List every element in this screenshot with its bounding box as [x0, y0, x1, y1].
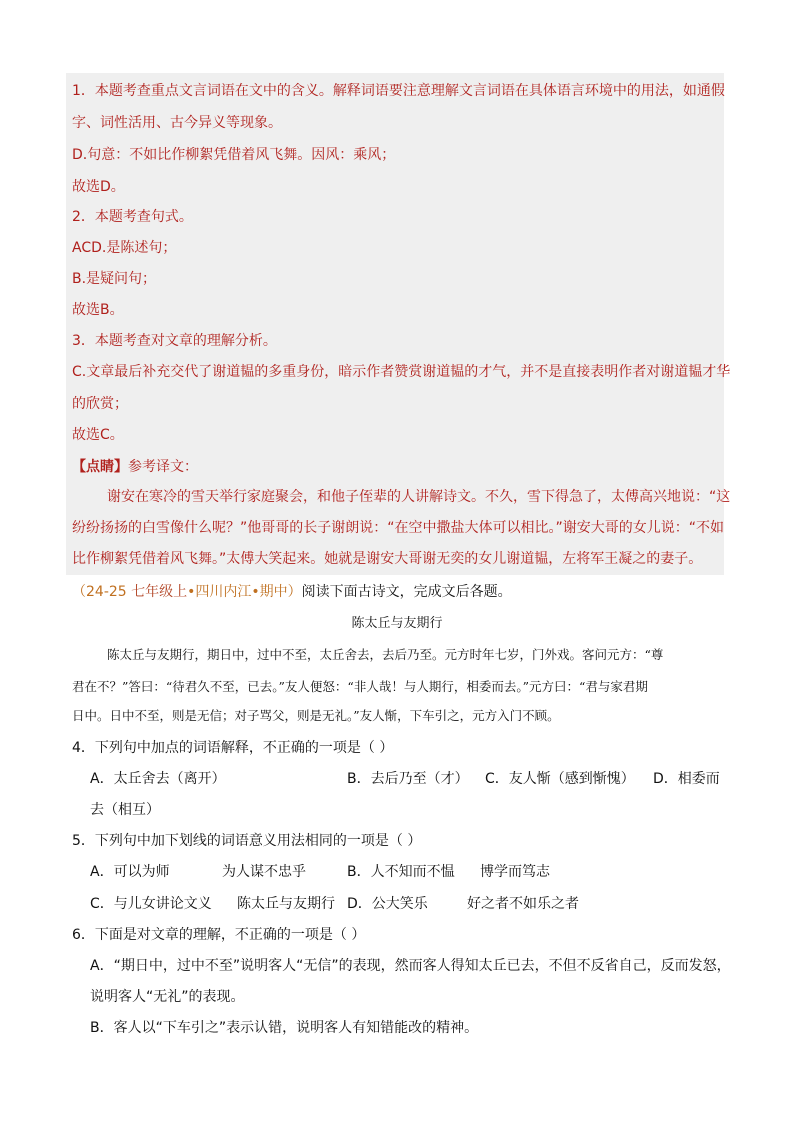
source-tag: （24-25 七年级上•四川内江•期中） — [72, 584, 302, 600]
question-6-option-a-1: A．“期日中，过中不至”说明客人“无信”的表现，然而客人得知太丘已去，不但不反省自己，反而发怒， — [90, 958, 731, 974]
question-4-option-b: B．去后乃至（才） — [347, 771, 469, 787]
section-intro — [72, 582, 512, 602]
question-5-option-c-1: C．与儿女讲论文义 — [90, 896, 212, 912]
answer-2-line-1: 2．本题考查句式。 — [72, 209, 193, 225]
answer-2-line-4: 故选B。 — [72, 302, 124, 318]
poem-line-3: 日中。日中不至，则是无信；对子骂父，则是无礼。”友人惭，下车引之，元方入门不顾。 — [72, 708, 560, 723]
translation-line-2: 纷纷扬扬的白雪像什么呢？”他哥哥的长子谢朗说：“在空中撒盐大体可以相比。”谢安大哥的女儿说：“不如 — [72, 520, 725, 536]
translation-line-3: 比作柳絮凭借着风飞舞。”太傅大笑起来。她就是谢安大哥谢无奕的女儿谢道韫，左将军王凝之的妻子。 — [72, 551, 703, 567]
question-6: 6．下面是对文章的理解，不正确的一项是（ ） — [72, 927, 366, 943]
answer-3-line-1: 3．本题考查对文章的理解分析。 — [72, 333, 277, 349]
question-5-option-a-2: 为人谋不忠乎 — [222, 864, 306, 880]
question-5-option-b-1: B．人不知而不愠 — [347, 864, 455, 880]
answer-2-line-3: B.是疑问句； — [72, 271, 157, 287]
question-5-option-d-2: 好之者不如乐之者 — [467, 896, 579, 912]
question-4-option-d-cont: 去（相互） — [90, 802, 160, 818]
question-5-option-b-2: 博学而笃志 — [480, 864, 550, 880]
question-6-option-a-2: 说明客人“无礼”的表现。 — [90, 989, 245, 1005]
question-5-option-a-1: A．可以为师 — [90, 864, 170, 880]
answer-1-line-3: D.句意：不如比作柳絮凭借着风飞舞。因风：乘风； — [72, 147, 396, 163]
dianjing-text: 参考译文： — [128, 459, 198, 475]
poem-line-1: 陈太丘与友期行，期日中，过中不至，太丘舍去，去后乃至。元方时年七岁，门外戏。客问元方：“尊 — [107, 647, 664, 662]
question-5: 5．下列句中加下划线的词语意义用法相同的一项是（ ） — [72, 833, 422, 849]
question-4: 4．下列句中加点的词语解释，不正确的一项是（ ） — [72, 740, 394, 756]
translation-line-1: 谢安在寒冷的雪天举行家庭聚会，和他子侄辈的人讲解诗文。不久，雪下得急了，太傅高兴地说：“这 — [107, 489, 731, 505]
answer-3-line-3: 的欣赏； — [72, 396, 128, 412]
question-4-option-c: C．友人惭（感到惭愧） — [485, 771, 635, 787]
poem-title: 陈太丘与友期行 — [351, 616, 443, 631]
question-4-option-d: D．相委而 — [653, 771, 720, 787]
dianjing-label: 【点睛】 — [72, 459, 128, 475]
answer-1-line-4: 故选D。 — [72, 179, 125, 195]
answer-3-line-2: C.文章最后补充交代了谢道韫的多重身份，暗示作者赞赏谢道韫的才气，并不是直接表明作者对谢道韫才华 — [72, 364, 731, 380]
question-5-option-d-1: D．公大笑乐 — [347, 896, 428, 912]
section-intro-text: 阅读下面古诗文，完成文后各题。 — [301, 584, 512, 600]
answer-1-line-1: 1．本题考查重点文言词语在文中的含义。解释词语要注意理解文言词语在具体语言环境中的用法，如通假 — [72, 83, 725, 99]
question-6-option-b: B．客人以“下车引之”表示认错，说明客人有知错能改的精神。 — [90, 1020, 479, 1036]
poem-line-2: 君在不？”答曰：“待君久不至，已去。”友人便怒：“非人哉！与人期行，相委而去。”元方曰：“君与家君期 — [72, 679, 648, 694]
question-4-option-a: A．太丘舍去（离开） — [90, 771, 226, 787]
answer-2-line-2: ACD.是陈述句； — [72, 240, 177, 256]
question-5-option-c-2: 陈太丘与友期行 — [237, 896, 335, 912]
answer-3-line-4: 故选C。 — [72, 427, 124, 443]
answer-1-line-2: 字、词性活用、古今异义等现象。 — [72, 115, 282, 131]
dianjing-line — [72, 457, 198, 477]
